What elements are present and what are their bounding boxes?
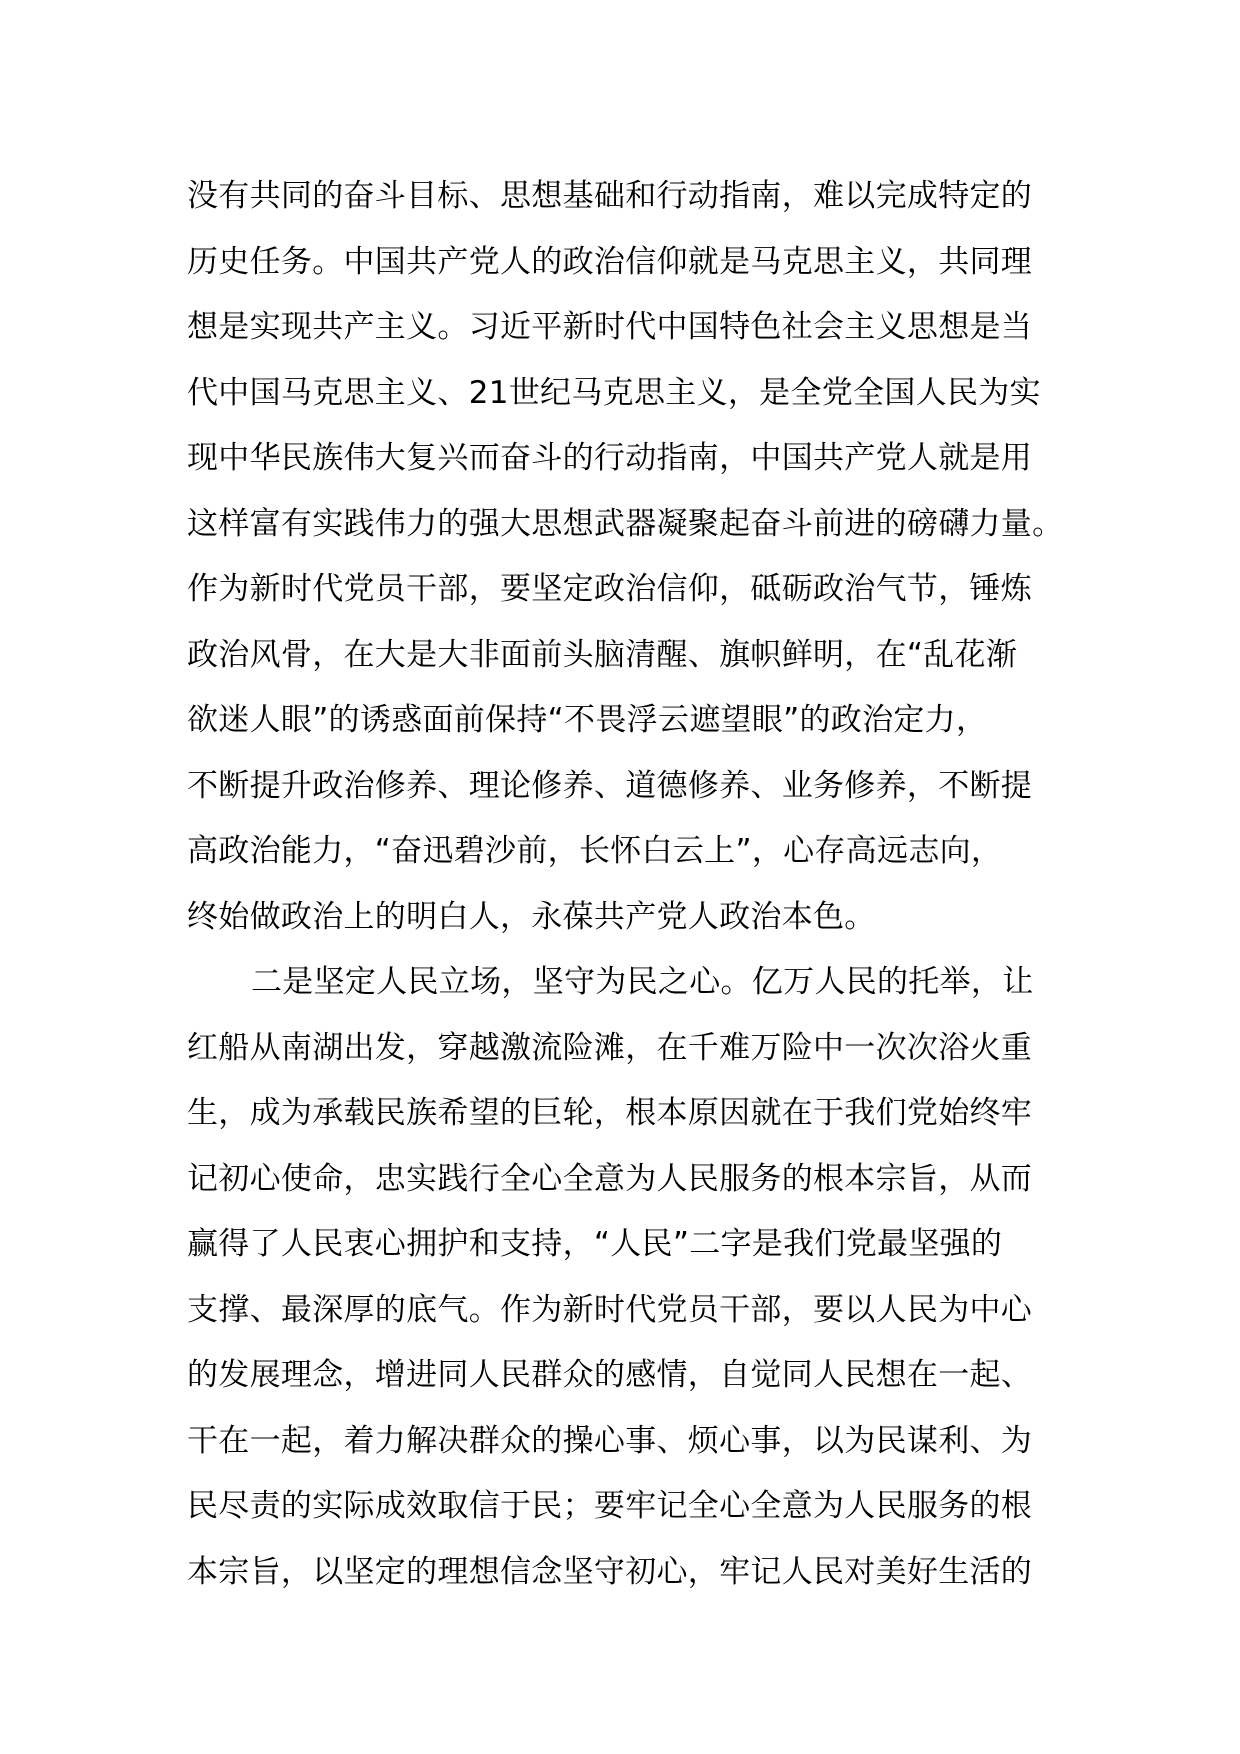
text-line: 没有共同的奋斗目标、思想基础和行动指南，难以完成特定的 [187,178,1033,214]
text-line: 终始做政治上的明白人，永葆共产党人政治本色。 [187,898,876,935]
text-line: 支撑、最深厚的底气。作为新时代党员干部，要以人民为中心 [187,1291,1033,1328]
text-line: 想是实现共产主义。习近平新时代中国特色社会主义思想是当 [187,309,1033,345]
text-line: 代中国马克思主义、21世纪马克思主义，是全党全国人民为实 [187,374,1041,411]
text-line: 生，成为承载民族希望的巨轮，根本原因就在于我们党始终牢 [187,1095,1033,1131]
body-text [187,164,1067,1605]
text-line: 这样富有实践伟力的强大思想武器凝聚起奋斗前进的磅礴力量。 [187,505,1064,542]
text-line: 作为新时代党员干部，要坚定政治信仰，砥砺政治气节，锤炼 [187,571,1033,607]
text-line: 不断提升政治修养、理论修养、道德修养、业务修养，不断提 [187,767,1033,804]
text-line: 干在一起，着力解决群众的操心事、烦心事，以为民谋利、为 [187,1422,1033,1459]
text-line: 历史任务。中国共产党人的政治信仰就是马克思主义，共同理 [187,243,1033,280]
text-line: 民尽责的实际成效取信于民；要牢记全心全意为人民服务的根 [187,1488,1033,1524]
text-line: 高政治能力，“奋迅碧沙前，长怀白云上”，心存高远志向， [187,833,1003,869]
text-line: 红船从南湖出发，穿越激流险滩，在千难万险中一次次浴火重 [187,1029,1033,1066]
text-line: 政治风骨，在大是大非面前头脑清醒、旗帜鲜明，在“乱花渐 [187,636,1018,673]
text-line: 现中华民族伟大复兴而奋斗的行动指南，中国共产党人就是用 [187,440,1033,476]
text-line: 记初心使命，忠实践行全心全意为人民服务的根本宗旨，从而 [187,1160,1033,1197]
text-line: 本宗旨，以坚定的理想信念坚守初心，牢记人民对美好生活的 [187,1553,1033,1590]
paragraph-start-line: 二是坚定人民立场，坚守为民之心。亿万人民的托举，让 [251,964,1034,1000]
text-line: 的发展理念，增进同人民群众的感情，自觉同人民想在一起、 [187,1357,1033,1393]
text-line: 欲迷人眼”的诱惑面前保持“不畏浮云遮望眼”的政治定力， [187,702,988,738]
text-line: 赢得了人民衷心拥护和支持，“人民”二字是我们党最坚强的 [187,1226,1003,1262]
